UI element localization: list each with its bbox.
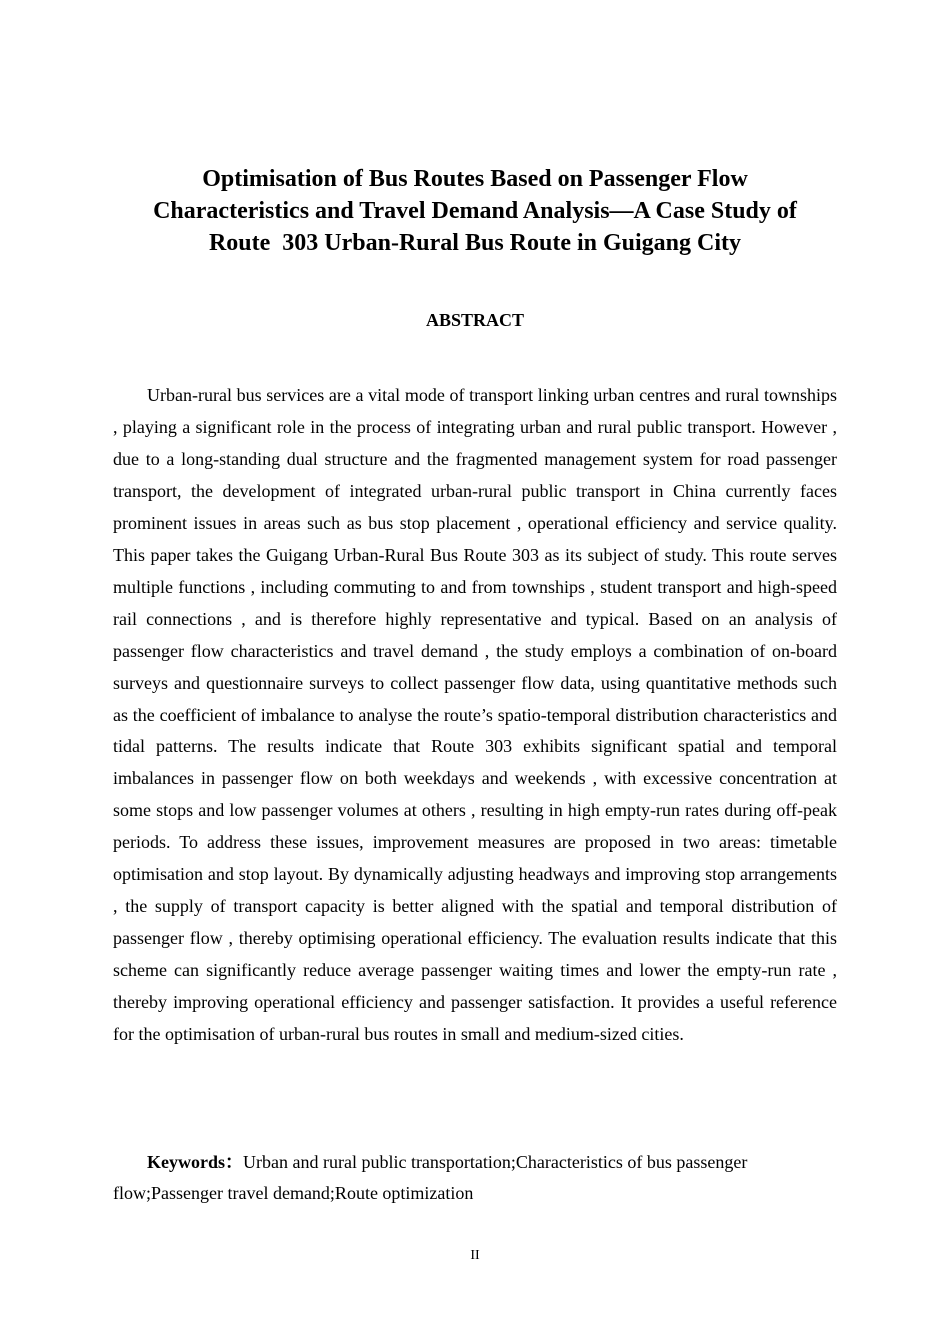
title-line-2: Characteristics and Travel Demand Analysis—A Case Study of: [153, 198, 797, 224]
keywords-label: Keywords：: [147, 1152, 243, 1172]
page-number: II: [470, 1248, 480, 1263]
keywords-paragraph: [113, 1147, 837, 1209]
title-line-3: Route 303 Urban-Rural Bus Route in Guigang City: [208, 230, 742, 256]
abstract-heading: ABSTRACT: [425, 310, 525, 330]
paper-title: [113, 163, 837, 259]
keywords-text: Urban and rural public transportation;Characteristics of bus passenger flow;Passenger travel demand;Route optimization: [113, 1152, 748, 1203]
title-line-1: Optimisation of Bus Routes Based on Passenger Flow: [202, 166, 748, 192]
abstract-body: Urban-rural bus services are a vital mode of transport linking urban centres and rural townships , playing a significant role in the process of integrating urban and rural public transport. However , due to a long-standing dual structure and the fragmented management system for road passenger transport, the development of integrated urban-rural public transport in China currently faces prominent issues in areas such as bus stop placement , operational efficiency and service quality. This paper takes the Guigang Urban-Rural Bus Route 303 as its subject of study. This route serves multiple functions , including commuting to and from townships , student transport and high-speed rail connections , and is therefore highly representative and typical. Based on an analysis of passenger flow characteristics and travel demand , the study employs a combination of on-board surveys and questionnaire surveys to collect passenger flow data, using quantitative methods such as the coefficient of imbalance to analyse the route’s spatio-temporal distribution characteristics and tidal patterns. The results indicate that Route 303 exhibits significant spatial and temporal imbalances in passenger flow on both weekdays and weekends , with excessive concentration at some stops and low passenger volumes at others , resulting in high empty-run rates during off-peak periods. To address these issues, improvement measures are proposed in two areas: timetable optimisation and stop layout. By dynamically adjusting headways and improving stop arrangements , the supply of transport capacity is better aligned with the spatial and temporal distribution of passenger flow , thereby optimising operational efficiency. The evaluation results indicate that this scheme can significantly reduce average passenger waiting times and lower the empty-run rate , thereby improving operational efficiency and passenger satisfaction. It provides a useful reference for the optimisation of urban-rural bus routes in small and medium-sized cities.: [113, 385, 837, 1045]
